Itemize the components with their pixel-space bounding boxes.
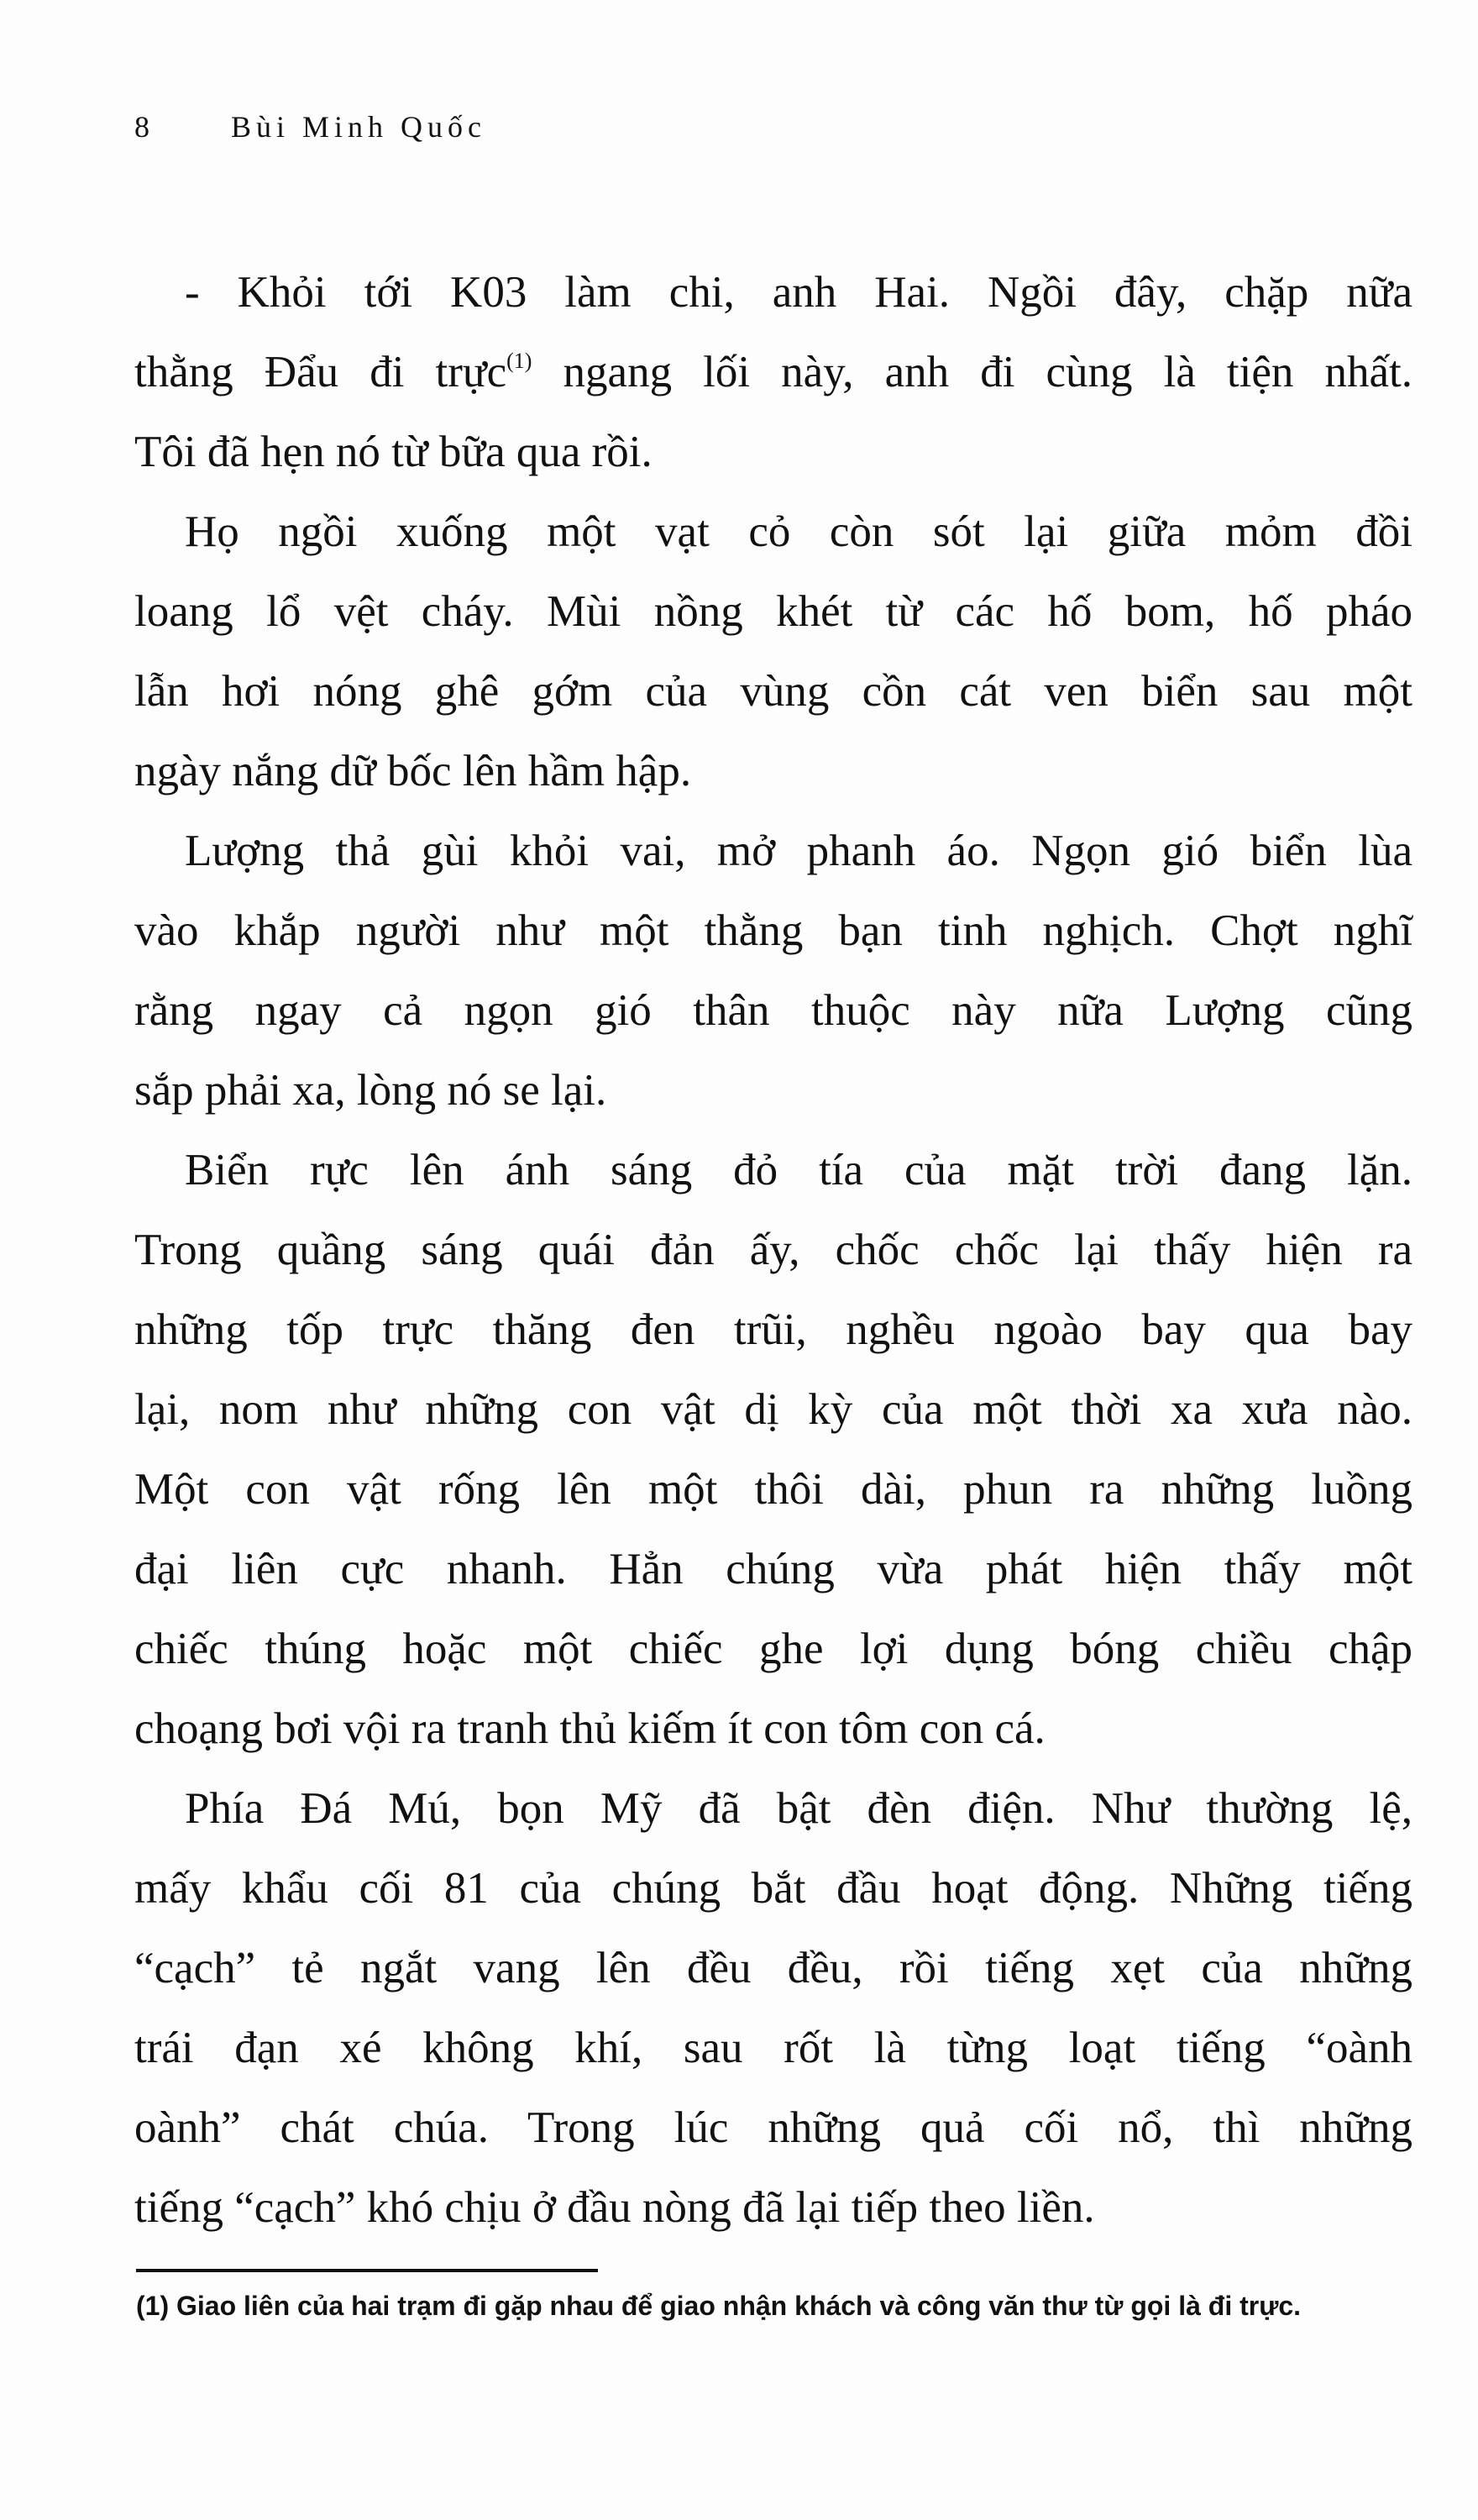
text-line: “cạch” tẻ ngắt vang lên đều đều, rồi tiếng xẹt của những [134,1944,1412,1992]
text-line: lẫn hơi nóng ghê gớm của vùng cồn cát ven biển sau một [134,667,1412,716]
footnote: (1) Giao liên của hai trạm đi gặp nhau để giao nhận khách và công văn thư từ gọi là đi trực. [136,2291,1302,2321]
footnote-divider [136,2269,598,2272]
text-line: Trong quầng sáng quái đản ấy, chốc chốc lại thấy hiện ra [134,1226,1412,1274]
paragraph [134,1131,1412,1769]
text-line: Một con vật rống lên một thôi dài, phun ra những luồng [134,1465,1412,1514]
text-line: Họ ngồi xuống một vạt cỏ còn sót lại giữa mỏm đồi [185,507,1412,556]
text-line: oành” chát chúa. Trong lúc những quả cối nổ, thì những [134,2103,1412,2152]
footnote-reference: (1) [506,349,532,373]
body-text [134,253,1412,2248]
paragraph [134,253,1412,492]
text-line: Tôi đã hẹn nó từ bữa qua rồi. [134,428,653,476]
text-line: sắp phải xa, lòng nó se lại. [134,1066,607,1115]
text-line: ngày nắng dữ bốc lên hầm hập. [134,747,692,795]
text-line: tiếng “cạch” khó chịu ở đầu nòng đã lại tiếp theo liền. [134,2183,1095,2232]
paragraph [134,811,1412,1131]
text-line: Phía Đá Mú, bọn Mỹ đã bật đèn điện. Như thường lệ, [185,1784,1412,1833]
text-line: Biển rực lên ánh sáng đỏ tía của mặt trời đang lặn. [185,1146,1412,1194]
text-line: Lượng thả gùi khỏi vai, mở phanh áo. Ngọn gió biển lùa [185,827,1412,875]
text-line: vào khắp người như một thằng bạn tinh nghịch. Chợt nghĩ [134,906,1412,955]
author-name: Bùi Minh Quốc [231,110,487,144]
text-line: mấy khẩu cối 81 của chúng bắt đầu hoạt động. Những tiếng [134,1864,1412,1913]
text-line: lại, nom như những con vật dị kỳ của một thời xa xưa nào. [134,1385,1412,1434]
text-line: chiếc thúng hoặc một chiếc ghe lợi dụng bóng chiều chập [134,1625,1412,1673]
paragraph [134,492,1412,811]
text-line: choạng bơi vội ra tranh thủ kiếm ít con tôm con cá. [134,1704,1046,1753]
text-line: thằng Đẩu đi trực$^{(1)}$ ngang lối này, anh đi cùng là tiện nhất. [134,348,1412,396]
running-header [134,109,486,144]
text-line: loang lổ vệt cháy. Mùi nồng khét từ các hố bom, hố pháo [134,587,1412,636]
text-line: - Khỏi tới K03 làm chi, anh Hai. Ngồi đây, chặp nữa [185,268,1412,317]
paragraph [134,1769,1412,2248]
text-line: rằng ngay cả ngọn gió thân thuộc này nữa Lượng cũng [134,986,1412,1035]
text-line: đại liên cực nhanh. Hẳn chúng vừa phát hiện thấy một [134,1545,1412,1593]
text-line: những tốp trực thăng đen trũi, nghều ngoào bay qua bay [134,1305,1412,1354]
page-number: 8 [134,110,155,144]
text-line: trái đạn xé không khí, sau rốt là từng loạt tiếng “oành [134,2024,1412,2072]
